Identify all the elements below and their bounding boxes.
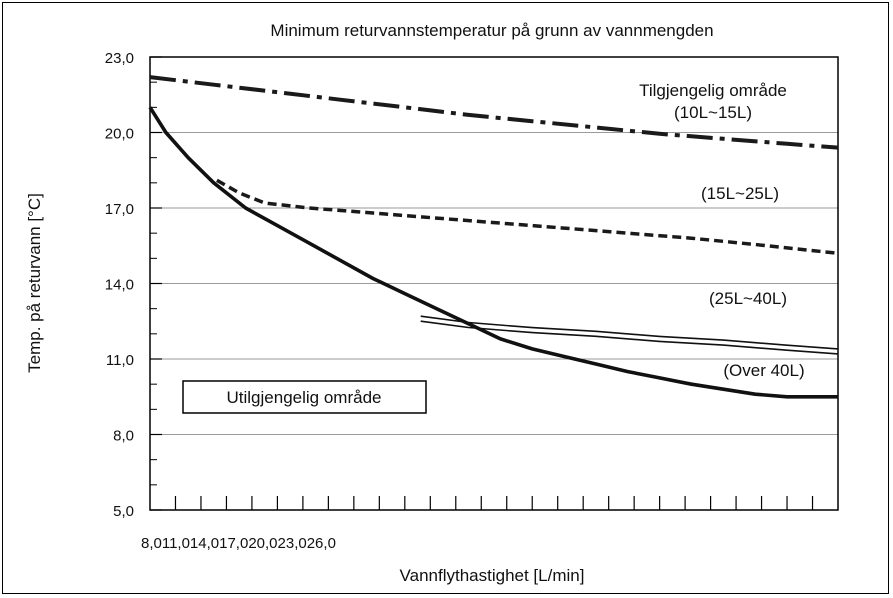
y-tick-label-6: 23,0 xyxy=(104,50,134,67)
y-tick-label-3: 14,0 xyxy=(104,276,134,294)
y-tick-label-2: 11,0 xyxy=(105,352,134,369)
y-axis-label: Temp. på returvann [°C] xyxy=(25,193,44,373)
curve-label-1-line-2: (10L~15L) xyxy=(674,103,752,122)
x-axis-label: Vannflythastighet [L/min] xyxy=(399,566,585,585)
series-4-line xyxy=(150,107,838,397)
annotation-layer xyxy=(639,81,804,380)
chart-title: Minimum returvannstemperatur på grunn av vannmengden xyxy=(270,21,714,40)
series-layer xyxy=(150,77,838,397)
y-tick-label-5: 20,0 xyxy=(104,125,134,143)
curve-label-3: (25L~40L) xyxy=(709,289,787,308)
curve-label-4: (Over 40L) xyxy=(723,361,805,380)
series-3-line-2 xyxy=(421,321,838,354)
y-tick-label-4: 17,0 xyxy=(104,201,134,218)
x-axis-ticks xyxy=(175,496,812,510)
y-axis-tick-labels xyxy=(105,50,134,520)
y-tick-label-0: 5,0 xyxy=(113,503,134,520)
curve-label-1-line-1: Tilgjengelig område xyxy=(639,81,787,100)
y-tick-label-1: 8,0 xyxy=(113,427,134,445)
unavailable-region-label: Utilgjengelig område xyxy=(226,388,382,407)
x-axis-tick-labels: 8,011,014,017,020,023,026,0 xyxy=(141,535,336,552)
curve-label-2: (15L~25L) xyxy=(701,184,779,203)
